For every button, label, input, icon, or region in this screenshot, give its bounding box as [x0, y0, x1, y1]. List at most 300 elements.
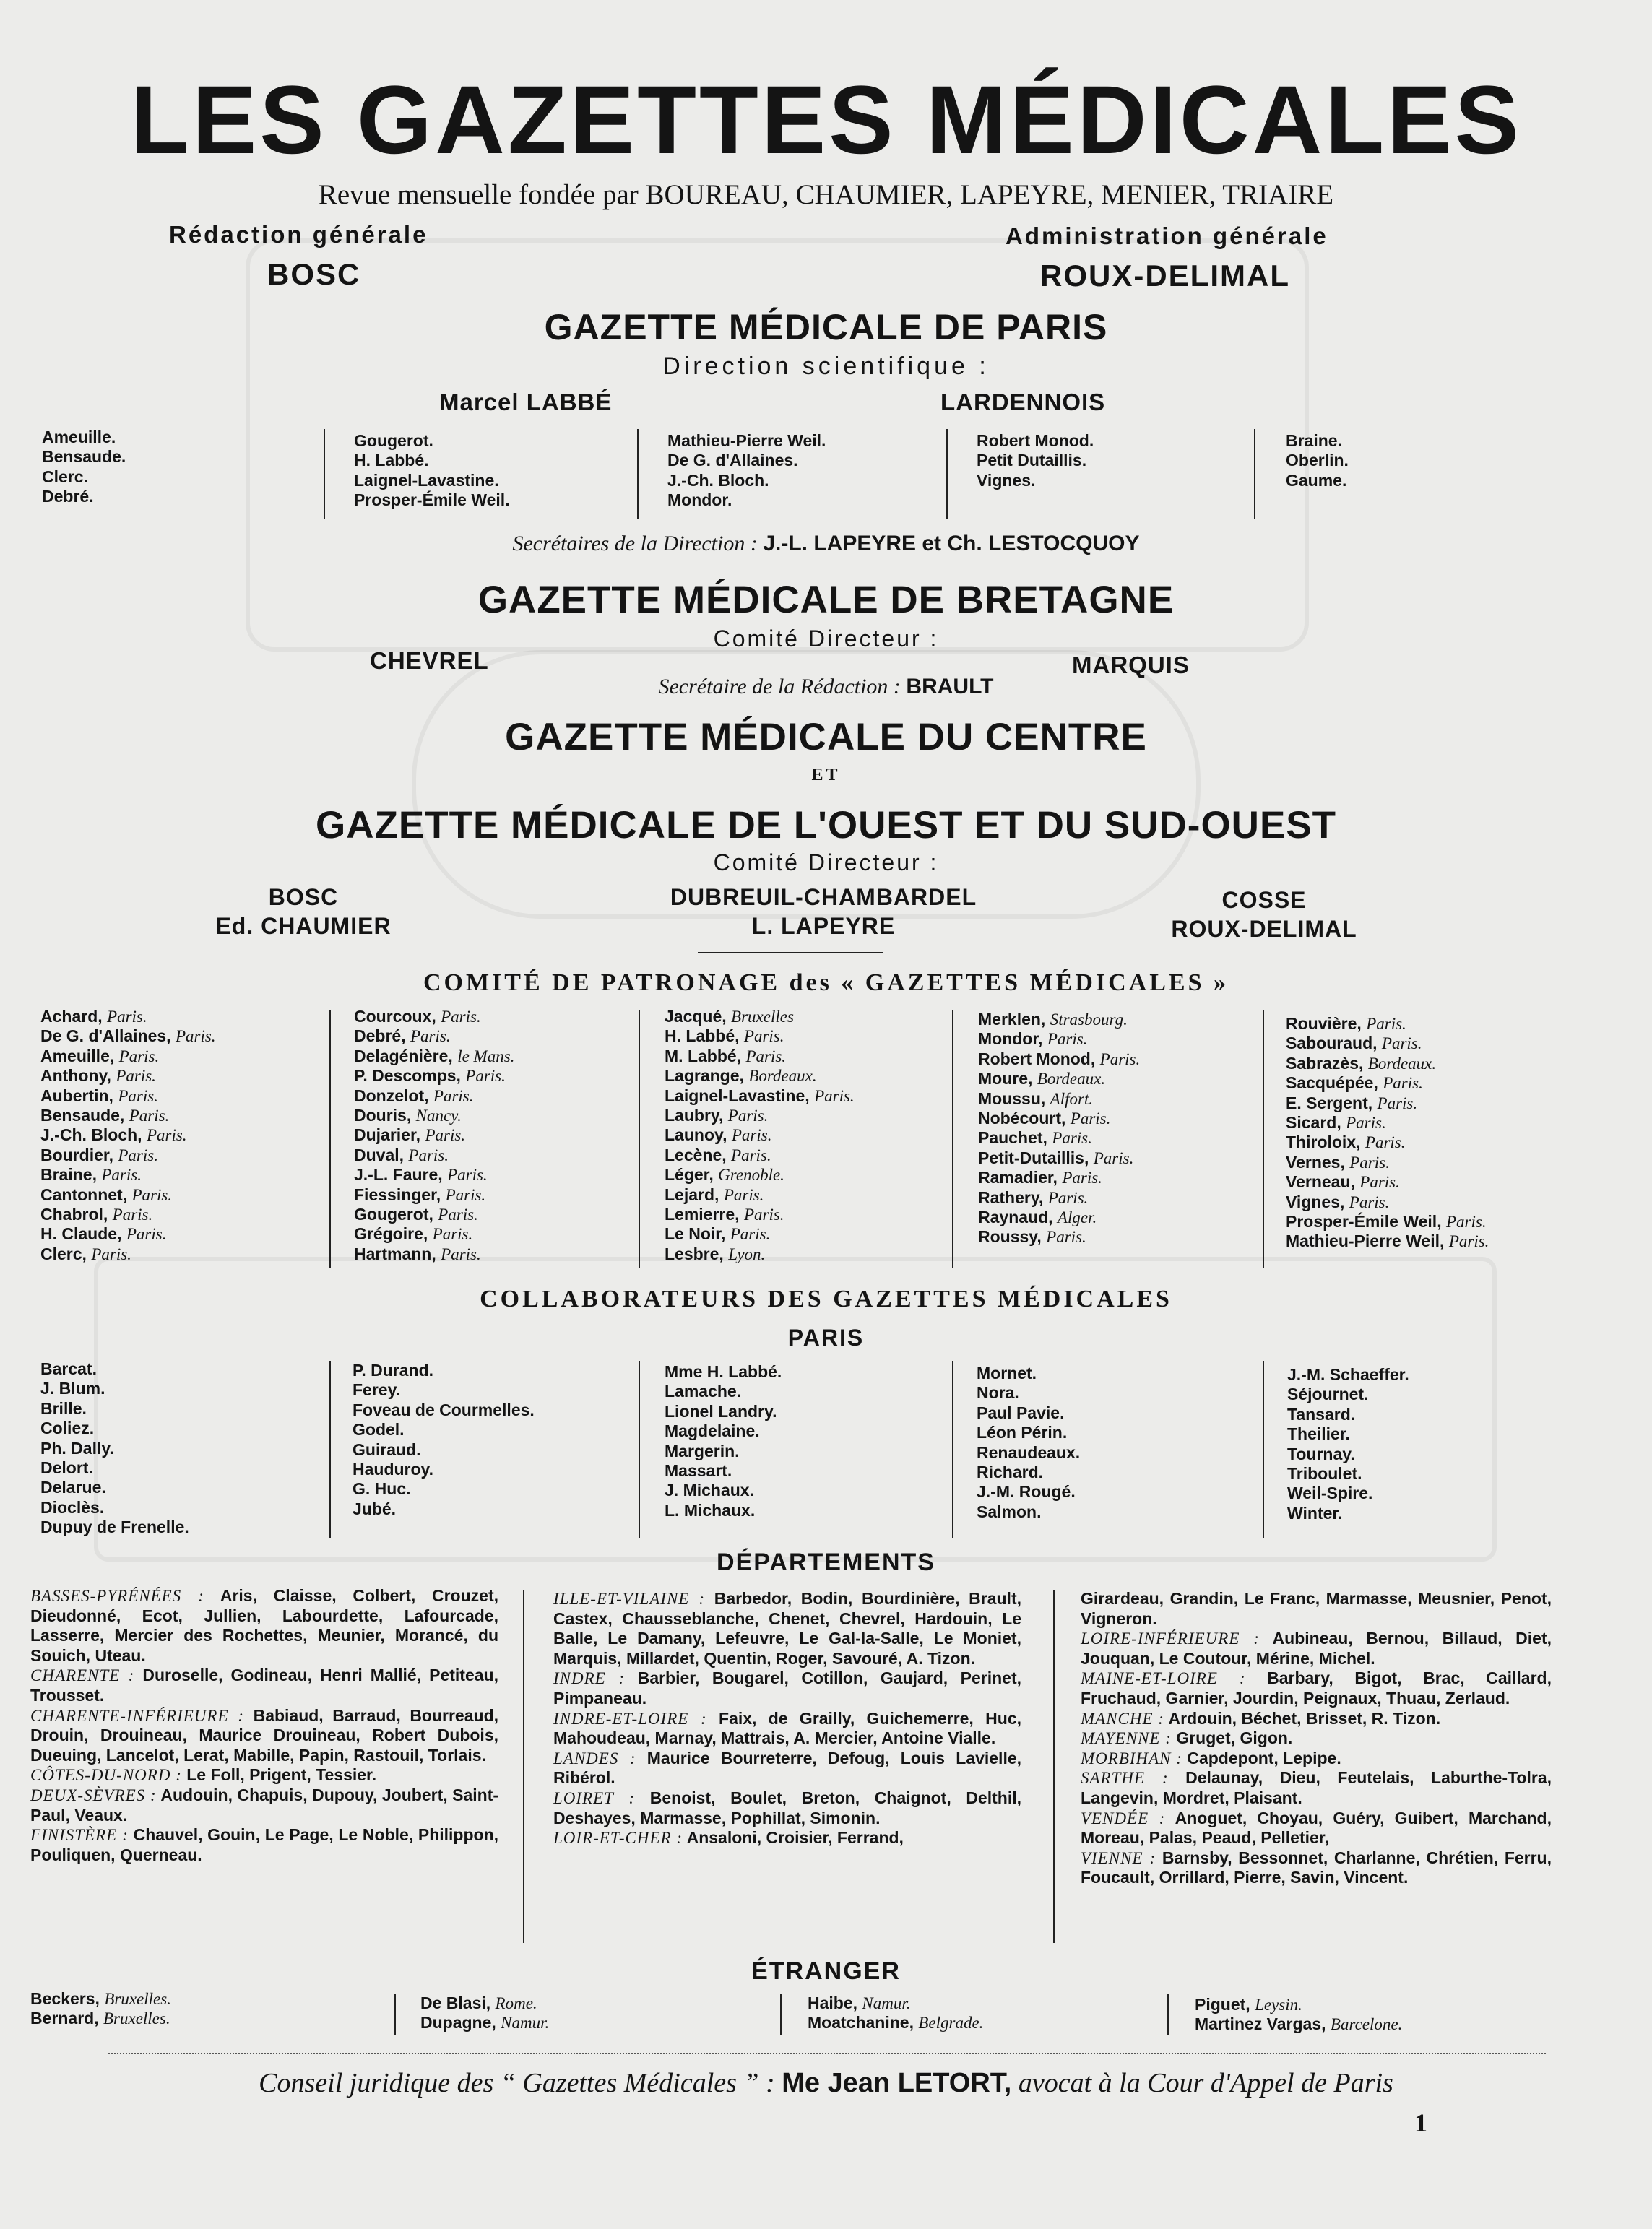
divider — [637, 429, 639, 519]
person-location: Paris. — [441, 1245, 481, 1263]
departement-entry — [1081, 1749, 1552, 1769]
collaborateurs-column-3 — [665, 1362, 782, 1520]
person-location: Paris. — [118, 1146, 158, 1164]
list-item: Ferey. — [353, 1380, 401, 1400]
etranger-column-4 — [1195, 1995, 1402, 2035]
person-location: Paris. — [1099, 1049, 1141, 1068]
list-item: Weil-Spire. — [1287, 1484, 1373, 1503]
person-name: Nobécourt, — [978, 1109, 1066, 1128]
etranger-title: ÉTRANGER — [751, 1957, 901, 1985]
departement-name: CHARENTE : — [30, 1666, 135, 1685]
departement-entry — [1081, 1848, 1552, 1888]
paris-secretaries-label: Secrétaires de la Direction : — [512, 532, 758, 555]
person-location: Rome. — [495, 1994, 537, 2012]
list-item — [40, 1146, 216, 1165]
etranger-column-1 — [30, 1989, 171, 2029]
person-location: Paris. — [447, 1166, 488, 1185]
departement-members: Ardouin, Béchet, Brisset, R. Tizon. — [1168, 1708, 1441, 1728]
list-item: J.-Ch. Bloch. — [667, 470, 769, 490]
divider — [639, 1010, 640, 1268]
person-location: Paris. — [175, 1027, 216, 1046]
list-item — [40, 1205, 216, 1224]
departement-name: VENDÉE : — [1081, 1809, 1166, 1827]
person-location: Paris. — [1366, 1015, 1406, 1033]
person-location: Paris. — [126, 1225, 167, 1244]
departement-entry — [553, 1668, 1021, 1708]
departement-entry — [30, 1765, 498, 1786]
list-item: Bensaude. — [42, 447, 126, 467]
departement-members: Delaunay, Dieu, Feutelais, Laburthe-Tolra, Langevin, Mordret, Plaisant. — [1081, 1768, 1552, 1807]
person-location: Paris. — [1365, 1133, 1406, 1152]
person-location: Paris. — [465, 1067, 506, 1086]
patronage-title: COMITÉ DE PATRONAGE des « GAZETTES MÉDICALES » — [423, 969, 1229, 996]
list-item — [420, 2013, 549, 2033]
collaborateurs-column-4 — [977, 1364, 1080, 1522]
departement-name: INDRE-ET-LOIRE : — [553, 1709, 707, 1728]
person-name: Thiroloix, — [1286, 1133, 1361, 1152]
departement-members: Barbedor, Bodin, Bourdinière, Brault, Castex, Chausseblanche, Chenet, Chevrel, Hardouin, Le Balle, Le Damany, Lefeuvre, Le Gal-la-Salle, Le Moniet, Marquis, Millardet, Quentin, Roger, Savouré, A. Tizon. — [553, 1589, 1021, 1668]
list-item — [978, 1049, 1140, 1069]
person-name: Braine, — [40, 1165, 97, 1185]
list-item — [978, 1208, 1140, 1227]
list-item: Richard. — [977, 1463, 1044, 1482]
list-item: Guiraud. — [353, 1440, 421, 1459]
list-item — [354, 1165, 514, 1185]
departement-members: Babiaud, Barraud, Bourreaud, Drouin, Drouineau, Maurice Drouineau, Robert Dubois, Dueuing, Lancelot, Lerat, Mabille, Papin, Rastouil, Torlais. — [30, 1705, 499, 1765]
list-item — [40, 1066, 216, 1086]
person-location: Paris. — [1070, 1109, 1111, 1128]
departement-members: Aris, Claisse, Colbert, Crouzet, Dieudonné, Ecot, Jullien, Labourdette, Lafourcade, Lasserre, Mercier des Rochettes, Meunier, Morancé, du Souich, Uteau. — [30, 1586, 498, 1665]
person-name: Achard, — [40, 1007, 103, 1026]
departement-name: INDRE : — [553, 1669, 626, 1688]
list-item: Debré. — [42, 487, 94, 506]
departement-name: VIENNE : — [1081, 1848, 1156, 1867]
departement-entry — [1081, 1709, 1552, 1729]
departement-name: DEUX-SÈVRES : — [30, 1786, 157, 1804]
person-location: Paris. — [1346, 1114, 1386, 1133]
person-name: Mathieu-Pierre Weil, — [1286, 1232, 1445, 1251]
person-name: Bensaude, — [40, 1106, 125, 1125]
list-item: G. Huc. — [353, 1479, 411, 1499]
divider — [324, 429, 325, 519]
divider — [639, 1361, 640, 1538]
departement-name: LANDES : — [553, 1749, 636, 1767]
patronage-column-2 — [354, 1007, 514, 1264]
departement-members: Barbary, Bigot, Brac, Caillard, Fruchaud, Garnier, Jourdin, Peignaux, Thuau, Zerlaud. — [1081, 1668, 1552, 1708]
list-item — [40, 1224, 216, 1244]
person-location: Paris. — [1052, 1129, 1092, 1148]
list-item — [354, 1007, 514, 1026]
person-name: Bernard, — [30, 2009, 99, 2028]
person-name: Anthony, — [40, 1066, 111, 1086]
paris-column-1 — [42, 428, 126, 507]
list-item: De G. d'Allaines. — [667, 451, 798, 470]
person-name: Dujarier, — [354, 1125, 421, 1145]
person-name: Jacqué, — [665, 1007, 727, 1026]
list-item — [30, 2009, 171, 2028]
masthead-title: LES GAZETTES MÉDICALES — [130, 66, 1522, 174]
list-item — [665, 1047, 855, 1066]
person-name: Debré, — [354, 1026, 406, 1046]
divider — [1167, 1994, 1169, 2035]
departement-name: MAINE-ET-LOIRE : — [1081, 1669, 1246, 1688]
list-item — [665, 1086, 855, 1106]
person-location: le Mans. — [457, 1047, 515, 1065]
person-name: Delagénière, — [354, 1046, 453, 1065]
list-item — [354, 1106, 514, 1125]
person-name: Merklen, — [978, 1010, 1046, 1029]
centre-right-1: COSSE — [1221, 887, 1307, 913]
person-location: Paris. — [743, 1206, 784, 1224]
departement-entry — [1081, 1728, 1552, 1749]
collaborateurs-title: COLLABORATEURS DES GAZETTES MÉDICALES — [480, 1286, 1172, 1312]
centre-title: GAZETTE MÉDICALE DU CENTRE — [505, 716, 1147, 758]
divider — [1263, 1361, 1264, 1538]
person-name: H. Labbé, — [665, 1026, 740, 1046]
divider — [946, 429, 948, 519]
person-name: Mondor, — [978, 1029, 1043, 1049]
person-name: Ramadier, — [978, 1168, 1058, 1187]
redaction-name: BOSC — [267, 257, 361, 291]
person-location: Barcelone. — [1330, 2015, 1403, 2034]
list-item: Mondor. — [667, 490, 732, 510]
paris-title: GAZETTE MÉDICALE DE PARIS — [544, 307, 1108, 347]
centre-committee-label: Comité Directeur : — [713, 849, 939, 875]
person-location: Paris. — [101, 1166, 142, 1185]
person-name: Moussu, — [978, 1088, 1046, 1108]
list-item: L. Michaux. — [665, 1500, 756, 1520]
list-item — [420, 1994, 549, 2013]
person-location: Leysin. — [1255, 1996, 1302, 2014]
list-item — [1286, 1172, 1489, 1192]
departement-name: ILLE-ET-VILAINE : — [553, 1590, 706, 1608]
footer-conseil-name: Me Jean LETORT, — [782, 2068, 1012, 2098]
administration-label: Administration générale — [1006, 222, 1328, 249]
paris-column-4 — [977, 431, 1094, 490]
list-item — [1286, 1232, 1489, 1251]
list-item: Séjournet. — [1287, 1385, 1369, 1404]
person-name: Launoy, — [665, 1125, 727, 1145]
list-item — [354, 1245, 514, 1264]
departement-entry — [30, 1666, 498, 1705]
list-item: P. Durand. — [353, 1361, 434, 1380]
list-item — [354, 1125, 514, 1145]
person-name: Verneau, — [1286, 1172, 1355, 1192]
list-item — [665, 1106, 855, 1125]
list-item: Dupuy de Frenelle. — [40, 1518, 189, 1537]
list-item — [1286, 1133, 1489, 1152]
person-location: Paris. — [131, 1185, 173, 1204]
list-item — [1286, 1212, 1489, 1232]
departements-column-3 — [1081, 1589, 1552, 1888]
list-item — [1286, 1193, 1489, 1212]
person-location: Namur. — [501, 2014, 550, 2033]
masthead-subtitle: Revue mensuelle fondée par BOUREAU, CHAUMIER, LAPEYRE, MENIER, TRIAIRE — [318, 179, 1334, 210]
list-item — [808, 2013, 983, 2033]
person-location: Bordeaux. — [1037, 1070, 1106, 1088]
paris-secretaries — [0, 532, 1652, 556]
administration-name: ROUX-DELIMAL — [1040, 259, 1290, 293]
person-location: Paris. — [146, 1126, 187, 1145]
collaborateurs-paris-label: PARIS — [787, 1325, 865, 1351]
list-item: Delarue. — [40, 1478, 106, 1497]
departement-members: Gruget, Gigon. — [1176, 1728, 1293, 1748]
departements-column-1 — [30, 1586, 498, 1865]
person-name: Gougerot, — [354, 1205, 433, 1224]
list-item: J.-M. Rougé. — [977, 1482, 1076, 1502]
person-location: Paris. — [1047, 1188, 1089, 1207]
person-name: Rathery, — [978, 1187, 1044, 1207]
list-item: Delort. — [40, 1458, 93, 1478]
list-item — [40, 1185, 216, 1205]
list-item: Salmon. — [977, 1502, 1042, 1521]
list-item: Lamache. — [665, 1382, 742, 1401]
person-name: Lesbre, — [665, 1244, 724, 1263]
person-name: Lagrange, — [665, 1066, 744, 1086]
bretagne-title: GAZETTE MÉDICALE DE BRETAGNE — [477, 579, 1175, 621]
person-location: Paris. — [731, 1146, 771, 1164]
bretagne-committee-label: Comité Directeur : — [713, 626, 939, 652]
departement-members: Benoist, Boulet, Breton, Chaignot, Delthil, Deshayes, Marmasse, Pophillat, Simonin. — [553, 1788, 1021, 1827]
departement-entry — [1081, 1629, 1552, 1668]
person-name: Rouvière, — [1286, 1014, 1362, 1033]
person-location: Paris. — [425, 1126, 466, 1145]
list-item: J. Blum. — [40, 1379, 105, 1398]
divider — [780, 1994, 782, 2035]
person-location: Alger. — [1057, 1208, 1097, 1227]
person-location: Lyon. — [728, 1245, 766, 1263]
person-location: Bruxelles. — [104, 1990, 171, 2008]
collaborateurs-column-2 — [353, 1361, 535, 1519]
list-item — [665, 1026, 855, 1046]
person-name: Vernes, — [1286, 1152, 1345, 1172]
person-name: Duval, — [354, 1145, 405, 1164]
list-item — [665, 1185, 855, 1205]
list-item — [1286, 1113, 1489, 1133]
bretagne-secretary-name: BRAULT — [906, 675, 994, 698]
centre-left — [159, 883, 448, 940]
list-item: Mornet. — [977, 1364, 1037, 1382]
footer-rule — [108, 2053, 1546, 2055]
departement-entry — [1081, 1668, 1552, 1708]
list-item: Laignel-Lavastine. — [354, 470, 499, 490]
list-item: Gaume. — [1286, 470, 1347, 490]
person-name: Douris, — [354, 1106, 412, 1125]
list-item — [354, 1026, 514, 1046]
list-item — [978, 1168, 1140, 1187]
departement-name: MORBIHAN : — [1081, 1749, 1182, 1767]
person-name: Beckers, — [30, 1989, 100, 2008]
person-location: Paris. — [723, 1185, 764, 1204]
person-location: Bordeaux. — [1367, 1054, 1437, 1073]
departement-entry — [30, 1786, 498, 1825]
person-name: Petit-Dutaillis, — [978, 1148, 1089, 1167]
departement-members: Anoguet, Choyau, Guéry, Guibert, Marchand, Moreau, Palas, Peaud, Pelletier, — [1081, 1808, 1552, 1848]
list-item: Godel. — [353, 1420, 405, 1440]
list-item — [1286, 1034, 1489, 1053]
person-location: Paris. — [1046, 1228, 1086, 1247]
departement-name: CHARENTE-INFÉRIEURE : — [30, 1706, 245, 1725]
list-item — [40, 1047, 216, 1066]
departement-members: Le Foll, Prigent, Tessier. — [186, 1765, 377, 1785]
person-location: Paris. — [727, 1107, 769, 1125]
list-item — [1195, 2014, 1402, 2034]
departements-title: DÉPARTEMENTS — [717, 1549, 935, 1576]
list-item — [978, 1010, 1140, 1029]
person-location: Paris. — [730, 1225, 771, 1244]
departement-entry — [30, 1706, 498, 1766]
person-location: Paris. — [1093, 1148, 1134, 1167]
person-location: Paris. — [433, 1086, 474, 1105]
person-name: Clerc, — [40, 1244, 87, 1263]
list-item — [40, 1125, 216, 1145]
paris-column-2 — [354, 431, 510, 511]
person-name: Roussy, — [978, 1227, 1042, 1247]
person-name: Sicard, — [1286, 1113, 1341, 1133]
departement-members: Barnsby, Bessonnet, Charlanne, Chrétien, Ferru, Foucault, Orrillard, Pierre, Savin, Vincent. — [1081, 1848, 1552, 1887]
divider — [329, 1010, 331, 1268]
list-item: H. Labbé. — [354, 451, 429, 470]
centre-right-2: ROUX-DELIMAL — [1171, 916, 1357, 942]
departement-members: Aubineau, Bernou, Billaud, Diet, Jouquan, Le Coutour, Mérine, Michel. — [1081, 1629, 1552, 1668]
list-item: Robert Monod. — [977, 431, 1094, 450]
departement-entry — [553, 1589, 1021, 1668]
patronage-column-5 — [1286, 1014, 1489, 1252]
paris-column-5 — [1286, 431, 1349, 490]
list-item: Mme H. Labbé. — [665, 1362, 782, 1381]
bretagne-secretary-label: Secrétaire de la Rédaction : — [658, 675, 901, 698]
person-name: Fiessinger, — [354, 1185, 441, 1204]
footer-conseil — [0, 2067, 1652, 2099]
list-item: Triboulet. — [1287, 1464, 1362, 1484]
person-name: Raynaud, — [978, 1208, 1053, 1227]
person-name: Pauchet, — [978, 1128, 1047, 1148]
list-item — [665, 1224, 855, 1244]
divider — [523, 1590, 524, 1943]
list-item — [40, 1106, 216, 1125]
bretagne-secretary — [0, 675, 1652, 699]
list-item: Ph. Dally. — [40, 1438, 114, 1458]
list-item: Theilier. — [1287, 1424, 1350, 1444]
person-name: De G. d'Allaines, — [40, 1026, 171, 1046]
departement-members: Duroselle, Godineau, Henri Mallié, Petiteau, Trousset. — [30, 1666, 498, 1705]
departement-entry — [30, 1586, 498, 1666]
list-item: Prosper-Émile Weil. — [354, 490, 510, 510]
person-name: Grégoire, — [354, 1224, 428, 1244]
person-location: Paris. — [432, 1225, 473, 1244]
person-name: Lejard, — [665, 1185, 719, 1204]
list-item — [978, 1109, 1140, 1128]
list-item — [1195, 1995, 1402, 2014]
paris-secretaries-names: J.-L. LAPEYRE et Ch. LESTOCQUOY — [763, 532, 1140, 555]
person-location: Bruxelles. — [103, 2009, 170, 2028]
page-number: 1 — [1414, 2108, 1427, 2137]
list-item: Tournay. — [1287, 1444, 1355, 1463]
etranger-column-3 — [808, 1994, 983, 2033]
list-item — [40, 1086, 216, 1106]
person-location: Paris. — [107, 1008, 147, 1026]
departement-entry — [1081, 1768, 1552, 1808]
person-location: Paris. — [410, 1027, 451, 1046]
list-item: Nora. — [977, 1383, 1019, 1403]
person-location: Paris. — [1445, 1213, 1487, 1232]
person-location: Paris. — [116, 1067, 156, 1086]
centre-mid-2: L. LAPEYRE — [751, 913, 896, 939]
person-name: De Blasi, — [420, 1994, 491, 2012]
list-item — [354, 1205, 514, 1224]
person-name: Sabrazès, — [1286, 1053, 1364, 1073]
centre-et: ET — [811, 766, 841, 784]
list-item — [808, 1994, 983, 2013]
person-name: Robert Monod, — [978, 1049, 1096, 1068]
person-name: Laubry, — [665, 1106, 724, 1125]
divider — [394, 1994, 396, 2035]
person-name: Piguet, — [1195, 1995, 1250, 2014]
collaborateurs-column-1 — [40, 1359, 189, 1538]
list-item — [665, 1066, 855, 1086]
list-item: Ameuille. — [42, 428, 116, 446]
list-item: J.-M. Schaeffer. — [1287, 1365, 1409, 1384]
person-name: Moatchanine, — [808, 2013, 914, 2033]
list-item: Barcat. — [40, 1359, 97, 1378]
person-location: Bordeaux. — [748, 1067, 817, 1086]
departement-members: Audouin, Chapuis, Dupouy, Joubert, Saint-Paul, Veaux. — [30, 1785, 498, 1825]
person-location: Paris. — [1062, 1169, 1102, 1187]
person-location: Namur. — [862, 1994, 911, 2012]
person-location: Alfort. — [1050, 1089, 1094, 1108]
person-location: Belgrade. — [918, 2014, 984, 2033]
person-name: Léger, — [665, 1165, 714, 1185]
list-item: Renaudeaux. — [977, 1442, 1081, 1462]
person-location: Nancy. — [415, 1107, 462, 1125]
departement-name: LOIRE-INFÉRIEURE : — [1081, 1629, 1260, 1648]
person-location: Paris. — [745, 1047, 787, 1065]
list-item — [40, 1245, 216, 1264]
departement-members: Barbier, Bougarel, Cotillon, Gaujard, Perinet, Pimpaneau. — [553, 1668, 1021, 1708]
departement-members: Girardeau, Grandin, Le Franc, Marmasse, Meusnier, Penot, Vigneron. — [1081, 1589, 1552, 1628]
person-location: Paris. — [118, 1047, 160, 1065]
collaborateurs-column-5 — [1287, 1365, 1409, 1523]
list-item: Brille. — [40, 1398, 87, 1418]
person-name: Haibe, — [808, 1994, 858, 2012]
departement-members: Maurice Bourreterre, Defoug, Louis Lavielle, Ribérol. — [553, 1748, 1022, 1788]
person-name: Sabouraud, — [1286, 1034, 1378, 1053]
list-item — [40, 1165, 216, 1185]
list-item: Braine. — [1286, 431, 1342, 450]
departement-name: MANCHE : — [1081, 1709, 1164, 1728]
list-item: Margerin. — [665, 1441, 740, 1460]
person-name: Bourdier, — [40, 1145, 113, 1164]
list-item — [40, 1026, 216, 1046]
list-item — [978, 1188, 1140, 1208]
list-item: Hauduroy. — [353, 1460, 434, 1479]
list-item: Paul Pavie. — [977, 1403, 1065, 1422]
divider — [1053, 1590, 1055, 1943]
departement-name: LOIR-ET-CHER : — [553, 1829, 683, 1848]
person-name: Martinez Vargas, — [1195, 2014, 1326, 2034]
list-item — [665, 1146, 855, 1165]
person-name: J.-Ch. Bloch, — [40, 1125, 142, 1145]
person-name: Aubertin, — [40, 1086, 113, 1105]
centre-mid-1: DUBREUIL-CHAMBARDEL — [670, 884, 977, 910]
list-item — [665, 1125, 855, 1145]
list-item: Oberlin. — [1286, 451, 1349, 470]
departement-entry — [30, 1825, 498, 1865]
departement-name: MAYENNE : — [1081, 1729, 1172, 1748]
ouest-title: GAZETTE MÉDICALE DE L'OUEST ET DU SUD-OUEST — [315, 804, 1337, 847]
list-item — [354, 1066, 514, 1086]
departement-entry — [553, 1828, 1021, 1848]
